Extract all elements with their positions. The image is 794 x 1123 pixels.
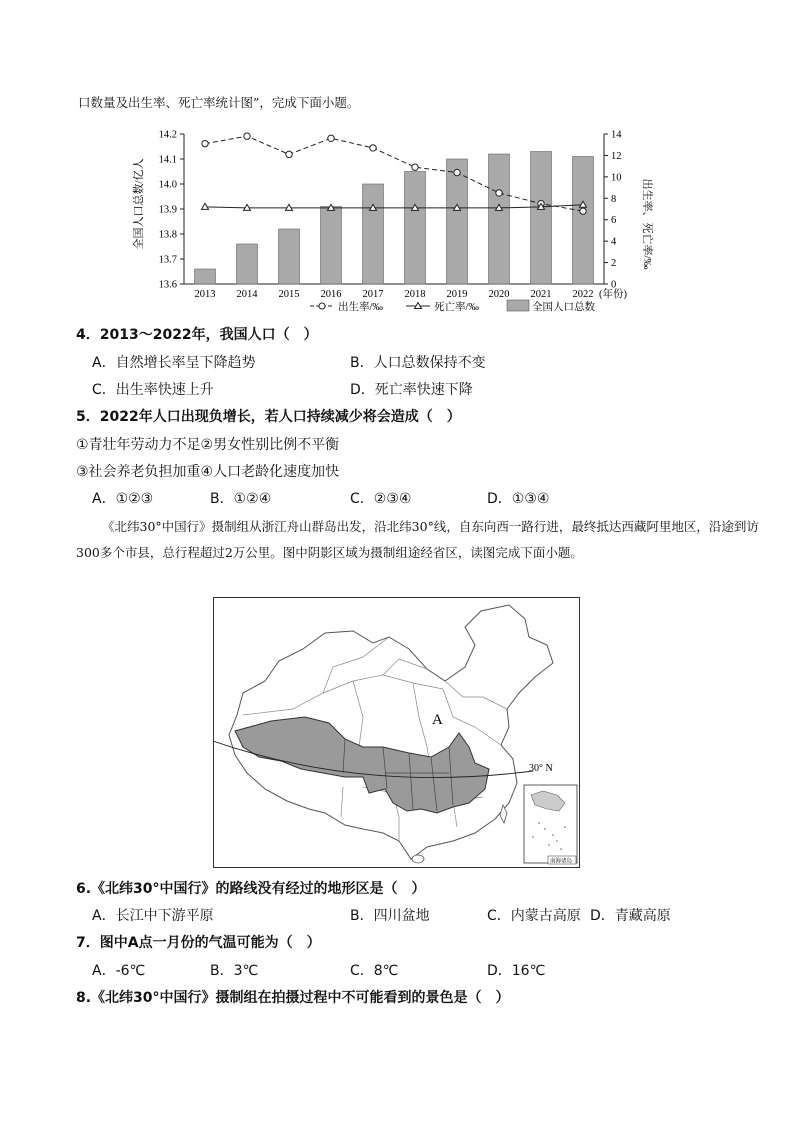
chart-tick-label-right: 14 bbox=[611, 129, 622, 141]
chart-tick-label-right: 6 bbox=[611, 215, 617, 227]
chart-bar-population bbox=[573, 157, 594, 285]
chart-point-birth-rate bbox=[244, 133, 250, 139]
china-map bbox=[213, 597, 580, 868]
chart-x-label: 2018 bbox=[404, 289, 426, 300]
chart-bar-population bbox=[531, 152, 552, 285]
passage-text: 《北纬30°中国行》摄制组从浙江舟山群岛出发，沿北纬30°线，自东向西一路行进，最终抵达西藏阿里地区，沿途到访300多个市县，总行程超过2万公里。图中阴影区域为摄制组途经省区，读图完成下面小题。 bbox=[76, 519, 759, 560]
chart-x-label: 2017 bbox=[362, 289, 384, 300]
chart-point-birth-rate bbox=[580, 208, 586, 214]
chart-x-label: 2015 bbox=[278, 289, 300, 300]
chart-x-label: 2020 bbox=[488, 289, 510, 300]
q4-option-d: D．死亡率快速下降 bbox=[350, 382, 473, 398]
q5-statement-line-2: ③社会养老负担加重④人口老龄化速度加快 bbox=[76, 464, 340, 480]
chart-bar-population bbox=[237, 244, 258, 284]
chart-point-death-rate bbox=[202, 203, 209, 209]
q8-stem: 8.《北纬30°中国行》摄制组在拍摄过程中不可能看到的景色是（ ） bbox=[76, 990, 510, 1006]
chart-tick-label-left: 13.8 bbox=[158, 229, 177, 241]
chart-ylabel-left: 全国人口总数/亿人 bbox=[133, 158, 145, 250]
chart-bar-population bbox=[195, 269, 216, 284]
q4-stem: 4．2013～2022年，我国人口（ ） bbox=[76, 327, 318, 343]
chart-tick-label-right: 2 bbox=[611, 258, 617, 270]
legend-death-label: 死亡率/‰ bbox=[434, 302, 479, 313]
map-label-a: A bbox=[432, 712, 443, 728]
chart-point-birth-rate bbox=[370, 145, 376, 151]
chart-tick-label-left: 13.7 bbox=[158, 254, 177, 266]
q5-option-b: B．①②④ bbox=[210, 491, 272, 507]
map-label-30n: 30° N bbox=[529, 763, 553, 774]
chart-point-birth-rate bbox=[328, 135, 334, 141]
chart-x-label: 2016 bbox=[320, 289, 342, 300]
q7-option-d: D．16℃ bbox=[487, 963, 546, 979]
chart-x-label: 2013 bbox=[194, 289, 216, 300]
q6-option-b: B．四川盆地 bbox=[350, 908, 430, 924]
chart-tick-label-right: 0 bbox=[611, 279, 617, 291]
chart-line-death-rate bbox=[205, 205, 583, 208]
chart-tick-label-right: 10 bbox=[611, 172, 622, 184]
chart-point-birth-rate bbox=[286, 151, 292, 157]
chart-x-unit: (年份) bbox=[599, 289, 627, 300]
q4-option-b: B．人口总数保持不变 bbox=[350, 355, 486, 371]
population-chart bbox=[120, 122, 660, 317]
chart-point-birth-rate bbox=[202, 140, 208, 146]
inset-label: 南海诸岛 bbox=[550, 858, 573, 865]
legend-population-label: 全国人口总数 bbox=[532, 302, 595, 313]
chart-tick-label-right: 12 bbox=[611, 150, 622, 162]
chart-ylabel-right: 出生率、死亡率/‰ bbox=[641, 178, 653, 270]
legend-birth-marker bbox=[319, 303, 325, 309]
chart-point-birth-rate bbox=[412, 164, 418, 170]
q7-option-c: C．8℃ bbox=[350, 963, 399, 979]
q7-stem: 7．图中A点一月份的气温可能为（ ） bbox=[76, 935, 321, 951]
chart-bar-population bbox=[405, 172, 426, 285]
legend-population-swatch bbox=[507, 300, 529, 311]
q6-option-a: A．长江中下游平原 bbox=[92, 908, 214, 924]
chart-point-birth-rate bbox=[454, 169, 460, 175]
chart-bar-population bbox=[447, 159, 468, 284]
q4-option-c: C．出生率快速上升 bbox=[92, 382, 214, 398]
q5-option-c: C．②③④ bbox=[350, 491, 412, 507]
chart-tick-label-right: 8 bbox=[611, 193, 617, 205]
chart-x-label: 2021 bbox=[530, 289, 552, 300]
q7-option-a: A．-6℃ bbox=[92, 963, 146, 979]
chart-tick-label-left: 14.0 bbox=[158, 179, 177, 191]
legend-birth-label: 出生率/‰ bbox=[338, 302, 383, 313]
chart-x-label: 2022 bbox=[572, 289, 594, 300]
q5-option-a: A．①②③ bbox=[92, 491, 154, 507]
q5-statement-line-1: ①青壮年劳动力不足②男女性别比例不平衡 bbox=[76, 437, 340, 453]
chart-point-birth-rate bbox=[496, 190, 502, 196]
q5-option-d: D．①③④ bbox=[487, 491, 550, 507]
chart-tick-label-right: 4 bbox=[611, 236, 617, 248]
chart-tick-label-left: 14.2 bbox=[158, 129, 177, 141]
chart-x-label: 2019 bbox=[446, 289, 468, 300]
hainan-island bbox=[412, 855, 424, 863]
q6-option-c: C．内蒙古高原 bbox=[487, 908, 581, 924]
chart-tick-label-left: 13.6 bbox=[158, 279, 177, 291]
chart-x-label: 2014 bbox=[236, 289, 258, 300]
chart-tick-label-left: 13.9 bbox=[158, 204, 177, 216]
q6-option-d: D．青藏高原 bbox=[590, 908, 671, 924]
q6-stem: 6.《北纬30°中国行》的路线没有经过的地形区是（ ） bbox=[76, 881, 426, 897]
chart-bar-population bbox=[321, 207, 342, 285]
chart-bar-population bbox=[489, 154, 510, 284]
q7-option-b: B．3℃ bbox=[210, 963, 259, 979]
q5-stem: 5．2022年人口出现负增长，若人口持续减少将会造成（ ） bbox=[76, 409, 461, 425]
chart-bar-population bbox=[279, 229, 300, 284]
chart-tick-label-left: 14.1 bbox=[158, 154, 177, 166]
chart-bar-population bbox=[363, 184, 384, 284]
q4-option-a: A．自然增长率呈下降趋势 bbox=[92, 355, 256, 371]
chart-line-birth-rate bbox=[205, 136, 583, 211]
intro-line: 口数量及出生率、死亡率统计图”，完成下面小题。 bbox=[78, 95, 360, 110]
